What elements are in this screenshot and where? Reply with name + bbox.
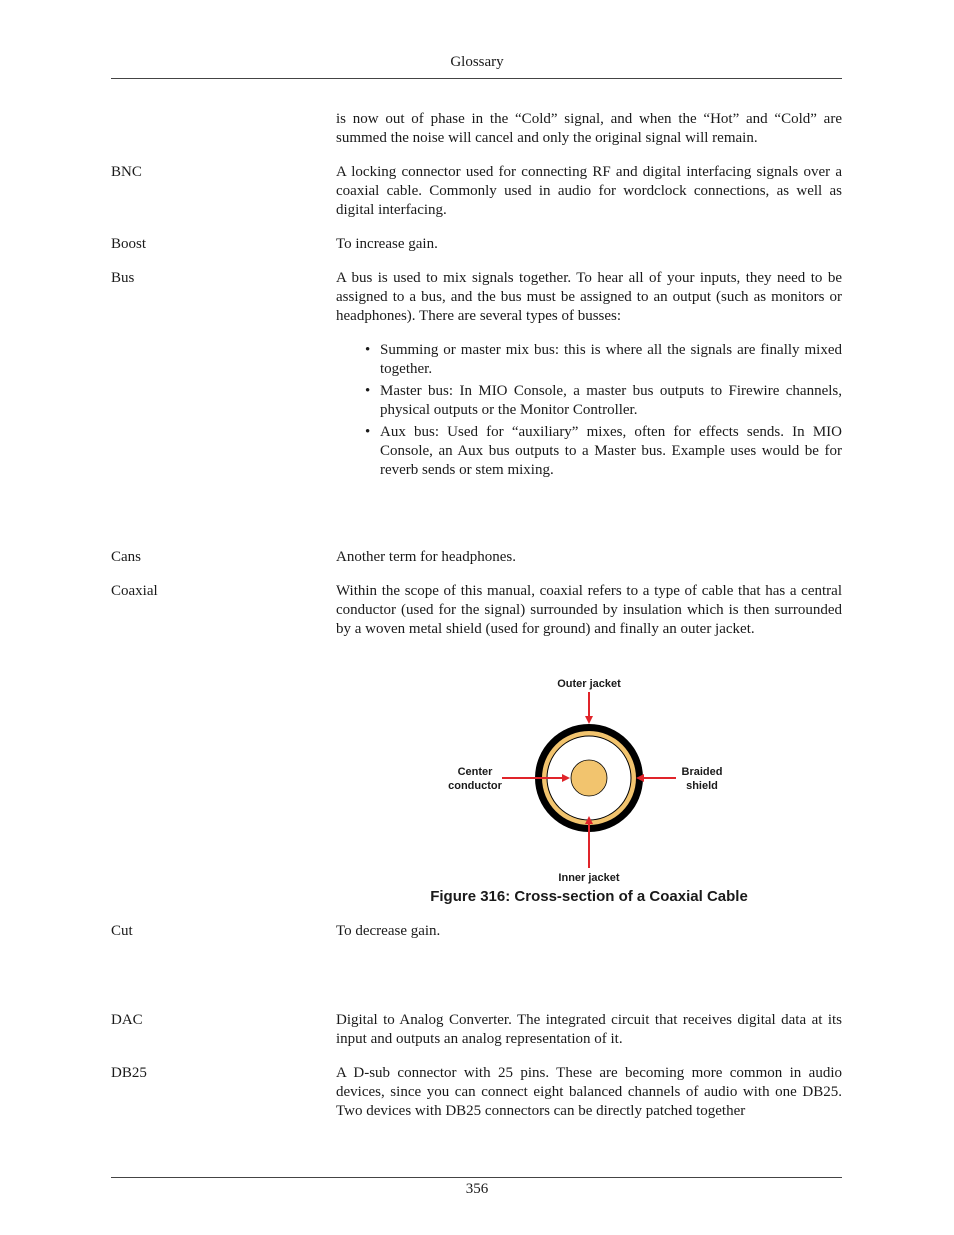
term-bus: Bus <box>111 270 135 286</box>
bus-types-list <box>365 341 842 483</box>
page-number: 356 <box>465 1181 489 1197</box>
list-item <box>365 423 842 480</box>
term-cans: Cans <box>111 549 141 565</box>
term-coaxial: Coaxial <box>111 583 158 599</box>
definition-boost: To increase gain. <box>336 236 438 252</box>
center-conductor-core <box>571 760 607 796</box>
definition-bus: A bus is used to mix signals together. To hear all of your inputs, they need to be assigned to a bus, and the bus must be assigned to an output (such as monitors or headphones). There are several types of busses: <box>336 270 842 324</box>
label-braided-line1: Braided <box>681 766 723 778</box>
term-boost: Boost <box>111 236 147 252</box>
list-item-text: Summing or master mix bus: this is where all the signals are finally mixed together. <box>380 342 842 377</box>
label-inner-jacket: Inner jacket <box>558 872 620 884</box>
coaxial-cross-section-figure <box>430 670 750 888</box>
definition-coaxial: Within the scope of this manual, coaxial refers to a type of cable that has a central conductor (used for the signal) surrounded by insulation which is then surrounded by a woven metal shield (used for ground) and finally an outer jacket. <box>336 583 842 637</box>
list-item <box>365 382 842 420</box>
label-center-line2: conductor <box>448 780 502 792</box>
page-header-title: Glossary <box>450 54 504 70</box>
definition-bnc: A locking connector used for connecting RF and digital interfacing signals over a coaxial cable. Commonly used in audio for wordclock connections, as well as digital interfacing. <box>336 164 842 218</box>
label-center-line1: Center <box>457 766 493 778</box>
term-db25: DB25 <box>111 1065 147 1081</box>
intro-continuation: is now out of phase in the “Cold” signal, and when the “Hot” and “Cold” are summed the noise will cancel and only the original signal will remain. <box>336 111 842 146</box>
list-item-text: Aux bus: Used for “auxiliary” mixes, often for effects sends. In MIO Console, an Aux bus outputs to a Master bus. Example uses would be for reverb sends or stem mixing. <box>380 424 842 478</box>
footer-rule <box>111 1177 842 1178</box>
bullet-glyph: • <box>365 424 371 440</box>
label-outer-jacket: Outer jacket <box>557 678 621 690</box>
definition-db25: A D-sub connector with 25 pins. These are becoming more common in audio devices, since you can connect eight balanced channels of audio with one DB25. Two devices with DB25 connectors can be directly patched together <box>336 1065 842 1119</box>
definition-cut: To decrease gain. <box>336 923 441 939</box>
label-braided-line2: shield <box>686 780 718 792</box>
figure-caption: Figure 316: Cross-section of a Coaxial Cable <box>430 888 748 905</box>
list-item-text: Master bus: In MIO Console, a master bus outputs to Firewire channels, physical outputs or the Monitor Controller. <box>380 383 842 418</box>
list-item <box>365 341 842 379</box>
coaxial-diagram <box>430 670 750 888</box>
definition-dac: Digital to Analog Converter. The integrated circuit that receives digital data at its input and outputs an analog representation of it. <box>336 1012 842 1047</box>
header-rule <box>111 78 842 79</box>
bullet-glyph: • <box>365 383 371 399</box>
bullet-glyph: • <box>365 342 371 358</box>
term-cut: Cut <box>111 923 133 939</box>
term-dac: DAC <box>111 1012 143 1028</box>
definition-cans: Another term for headphones. <box>336 549 516 565</box>
term-bnc: BNC <box>111 164 142 180</box>
